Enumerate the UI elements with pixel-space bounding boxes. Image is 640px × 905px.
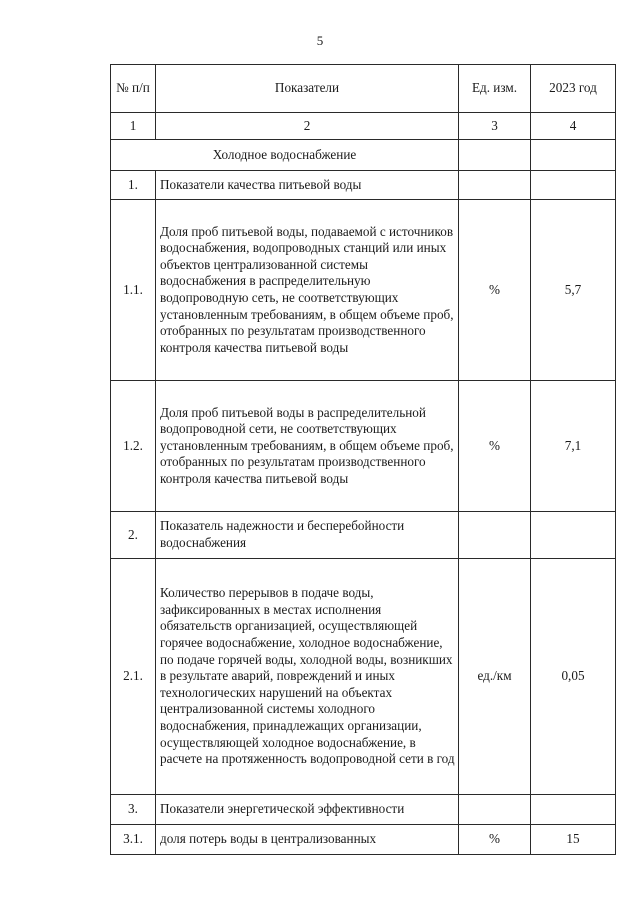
row-number: 2. <box>111 512 156 559</box>
row-indicator: Количество перерывов в подаче воды, зафиксированных в местах исполнения обязательств организацией, осуществляющей горячее водоснабжение, холодное водоснабжение, по подаче горячей воды, холодной воды, возникших в результате аварий, повреждений и иных технологических нарушений на объектах централизованной системы холодного водоснабжения, принадлежащих организации, осуществляющей холодное водоснабжение, в расчете на протяженность водопроводной сети в год <box>156 559 459 795</box>
section-empty-cell <box>531 140 616 171</box>
section-row <box>111 140 616 171</box>
table-row <box>111 795 616 825</box>
column-number: 4 <box>531 113 616 140</box>
row-value <box>531 512 616 559</box>
row-value: 0,05 <box>531 559 616 795</box>
row-indicator: Показатель надежности и бесперебойности водоснабжения <box>156 512 459 559</box>
section-title: Холодное водоснабжение <box>111 140 459 171</box>
row-value <box>531 795 616 825</box>
row-number: 1.1. <box>111 200 156 381</box>
row-indicator: Доля проб питьевой воды в распределительной водопроводной сети, не соответствующих установленным требованиям, в общем объеме проб, отобранных по результатам производственного контроля качества питьевой воды <box>156 381 459 512</box>
row-unit: ед./км <box>459 559 531 795</box>
row-indicator: Доля проб питьевой воды, подаваемой с источников водоснабжения, водопроводных станций или иных объектов централизованной системы водоснабжения в распределительную водопроводную сеть, не соответствующих установленным требованиям, в общем объеме проб, отобранных по результатам производственного контроля качества питьевой воды <box>156 200 459 381</box>
row-value: 5,7 <box>531 200 616 381</box>
row-number: 3. <box>111 795 156 825</box>
row-indicator: доля потерь воды в централизованных <box>156 825 459 855</box>
column-number: 3 <box>459 113 531 140</box>
row-unit <box>459 795 531 825</box>
table-row <box>111 171 616 200</box>
row-number: 2.1. <box>111 559 156 795</box>
table-header-row <box>111 65 616 113</box>
row-value: 7,1 <box>531 381 616 512</box>
row-number: 3.1. <box>111 825 156 855</box>
header-year: 2023 год <box>531 65 616 113</box>
table-row <box>111 200 616 381</box>
table-row <box>111 559 616 795</box>
row-number: 1.2. <box>111 381 156 512</box>
page-number: 5 <box>316 33 324 48</box>
row-unit: % <box>459 381 531 512</box>
column-numbers-row <box>111 113 616 140</box>
row-unit <box>459 171 531 200</box>
header-indicator: Показатели <box>156 65 459 113</box>
row-unit <box>459 512 531 559</box>
table-row <box>111 825 616 855</box>
row-number: 1. <box>111 171 156 200</box>
column-number: 1 <box>111 113 156 140</box>
header-num: № п/п <box>111 65 156 113</box>
row-value <box>531 171 616 200</box>
row-indicator: Показатели качества питьевой воды <box>156 171 459 200</box>
table-row <box>111 381 616 512</box>
row-indicator: Показатели энергетической эффективности <box>156 795 459 825</box>
indicators-table <box>110 64 616 855</box>
section-empty-cell <box>459 140 531 171</box>
column-number: 2 <box>156 113 459 140</box>
row-unit: % <box>459 825 531 855</box>
header-unit: Ед. изм. <box>459 65 531 113</box>
row-value: 15 <box>531 825 616 855</box>
row-unit: % <box>459 200 531 381</box>
table-row <box>111 512 616 559</box>
